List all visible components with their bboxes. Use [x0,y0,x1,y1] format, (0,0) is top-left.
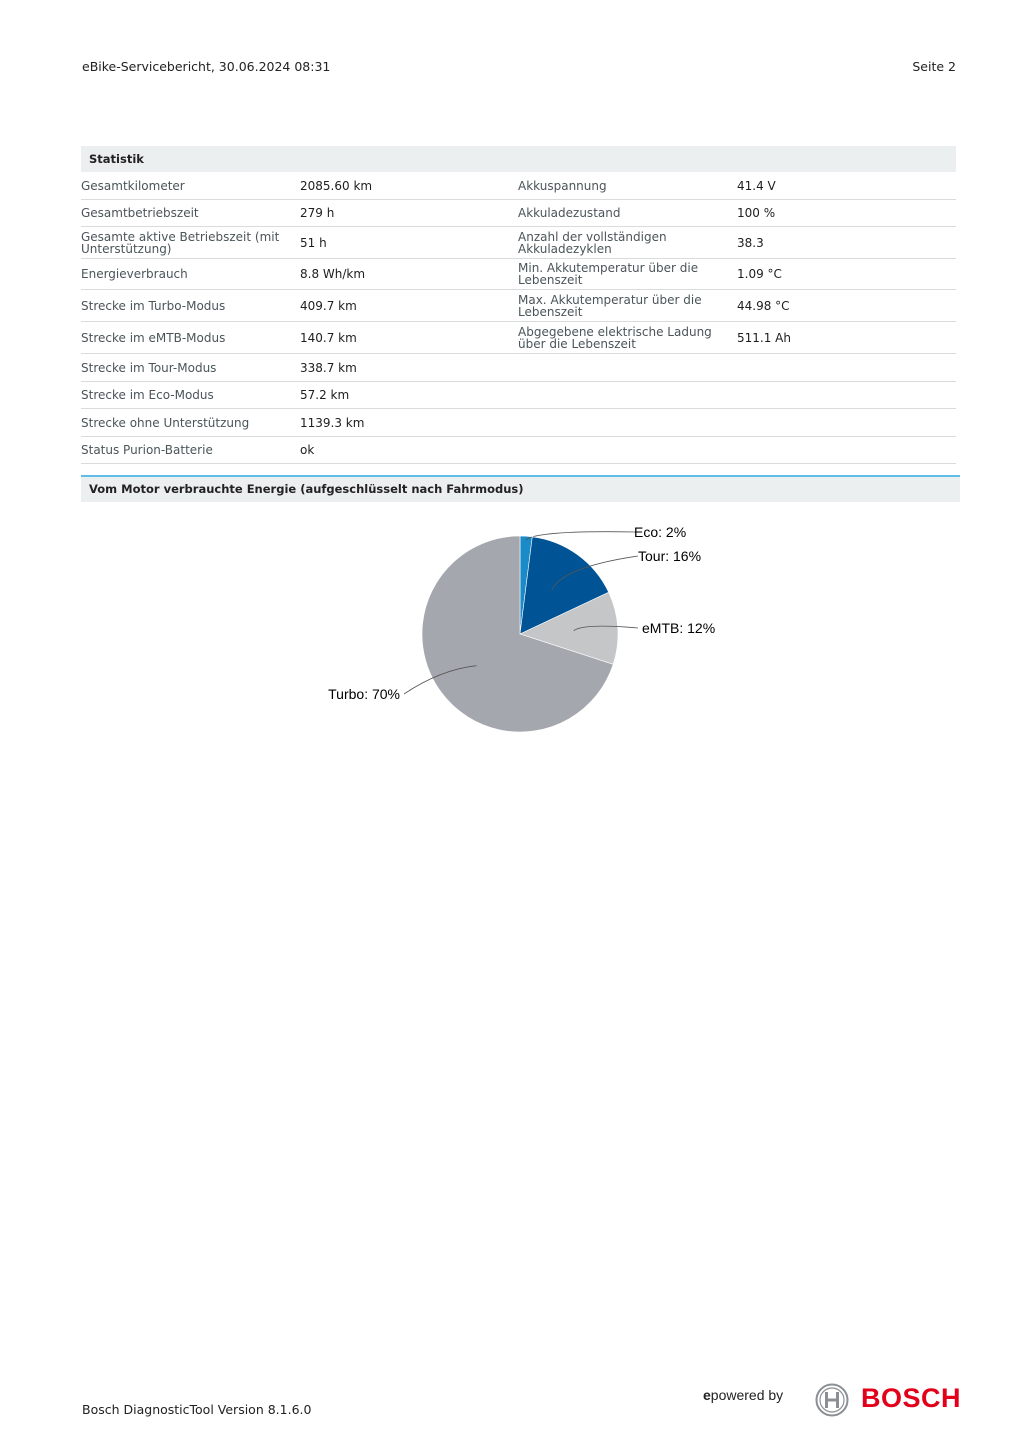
table-row [81,172,956,200]
pie-svg [300,515,760,745]
table-row [81,200,956,227]
stat-value: 1139.3 km [300,415,365,430]
stat-value: 409.7 km [300,298,357,313]
stat-value [737,382,937,408]
stat-value: 511.1 Ah [737,330,791,345]
pie-label-1: Tour: 16% [638,548,702,564]
bosch-armature-icon [815,1383,849,1417]
stat-value: 100 % [737,206,776,220]
stat-label [518,382,736,408]
footer-version: Bosch DiagnosticTool Version 8.1.6.0 [82,1402,312,1417]
stat-value: 279 h [300,206,335,220]
pie-label-3: Turbo: 70% [328,686,400,702]
statistik-table [81,172,956,464]
stat-label: Min. Akkutemperatur über die Lebenszeit [518,261,699,287]
stat-label: Gesamtkilometer [81,178,185,193]
pie-label-0: Eco: 2% [634,524,687,540]
stat-value: 1.09 °C [737,267,782,281]
energy-pie-chart [300,515,760,745]
stat-label: Strecke ohne Unterstützung [81,415,250,430]
epowered-e: e [703,1387,711,1403]
stat-label: Gesamte aktive Betriebszeit (mit Unterstützung) [81,229,280,256]
table-row [81,227,956,259]
table-row [81,259,956,290]
table-row [81,354,956,382]
stat-value [737,437,937,463]
epowered-rest: powered by [710,1387,784,1403]
pie-label-2: eMTB: 12% [642,620,716,636]
bosch-logo: BOSCH [861,1383,962,1413]
stat-value [737,409,937,436]
stat-value: 8.8 Wh/km [300,267,366,281]
stat-label [518,409,736,436]
stat-label [518,437,736,463]
stat-value: 140.7 km [300,330,357,345]
page-number: Seite 2 [912,59,956,74]
table-row [81,290,956,322]
stat-label: Strecke im Turbo-Modus [81,298,226,313]
stat-label: Status Purion-Batterie [81,443,213,457]
stat-label: Strecke im Eco-Modus [81,388,214,402]
stat-value: 51 h [300,235,327,250]
table-row [81,322,956,354]
energy-heading: Vom Motor verbrauchte Energie (aufgeschlüsselt nach Fahrmodus) [81,475,960,502]
stat-value: 41.4 V [737,178,776,193]
stat-label [518,354,736,381]
stat-label: Abgegebene elektrische Ladung über die Lebenszeit [518,324,712,351]
stat-value: ok [300,443,315,457]
table-row [81,437,956,464]
stat-value: 57.2 km [300,388,350,402]
stat-label: Akkuspannung [518,178,607,193]
table-row [81,409,956,437]
stat-label: Gesamtbetriebszeit [81,206,199,220]
stat-value: 44.98 °C [737,298,790,313]
stat-value: 2085.60 km [300,178,373,193]
stat-label: Max. Akkutemperatur über die Lebenszeit [518,292,702,319]
stat-label: Strecke im Tour-Modus [81,360,217,375]
stat-value [737,354,937,381]
stat-value: 338.7 km [300,360,357,375]
stat-value: 38.3 [737,235,764,250]
stat-label: Energieverbrauch [81,267,188,281]
stat-label: Akkuladezustand [518,206,621,220]
table-row [81,382,956,409]
stat-label: Anzahl der vollständigen Akkuladezyklen [518,229,667,256]
epowered-by-text [703,1387,783,1403]
statistik-heading: Statistik [81,146,956,172]
report-title: eBike-Servicebericht, 30.06.2024 08:31 [82,59,331,74]
stat-label: Strecke im eMTB-Modus [81,330,226,345]
